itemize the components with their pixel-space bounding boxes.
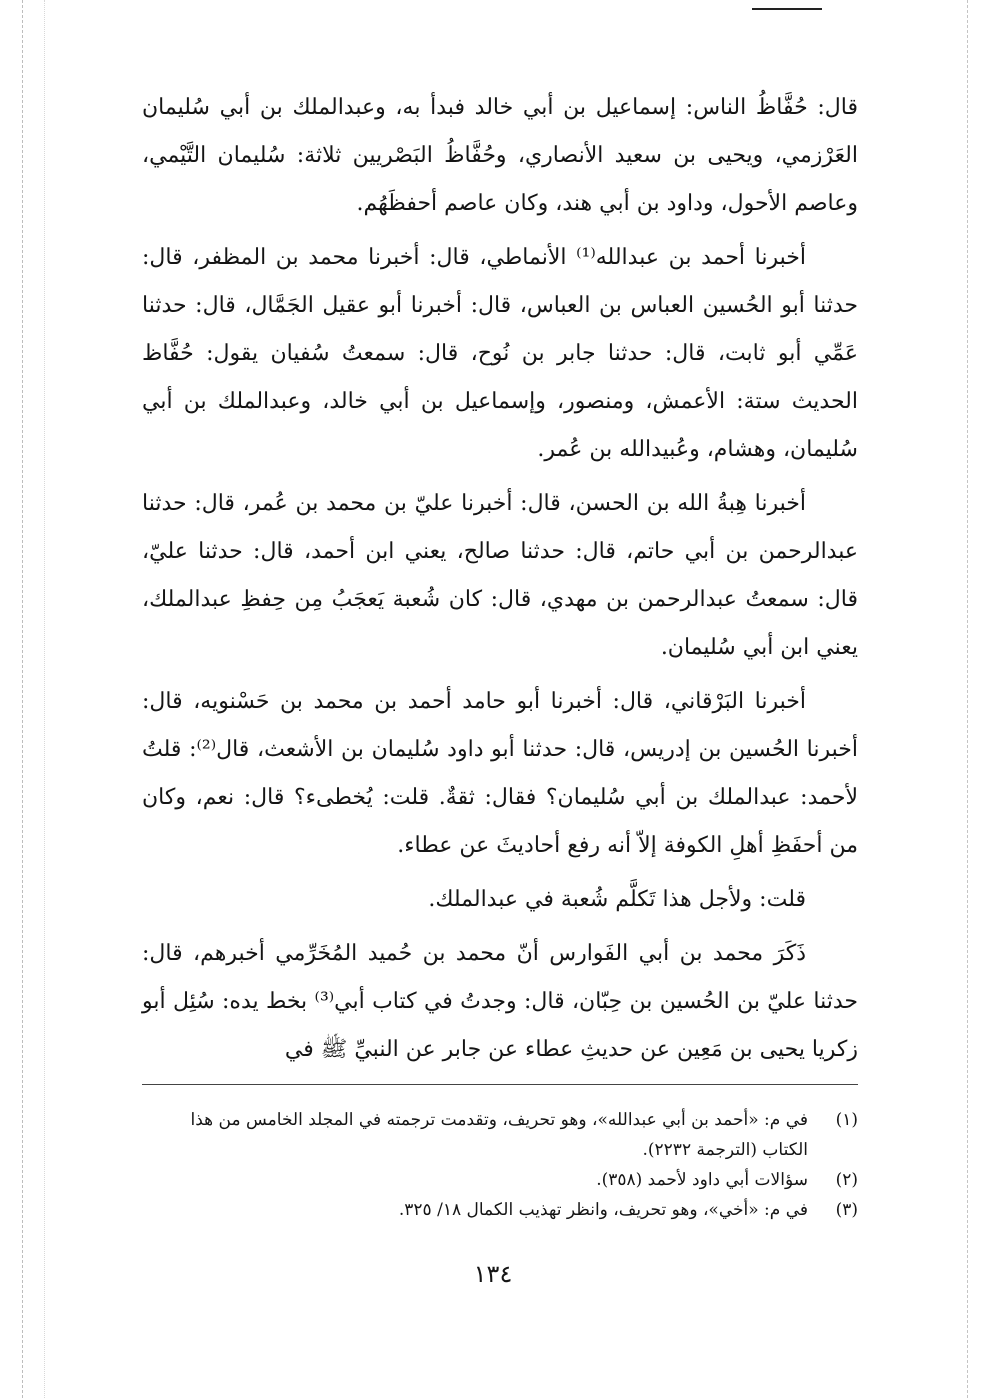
footnote-3 [142, 1195, 858, 1225]
footnote-text: سؤالات أبي داود لأحمد (٣٥٨). [596, 1170, 808, 1190]
footnote-text: في م: «أحمد بن أبي عبدالله»، وهو تحريف، وتقدمت ترجمته في المجلد الخامس من هذا الكتاب (الترجمة ٢٢٣٢). [190, 1110, 808, 1160]
scan-edge-left-inner [44, 0, 45, 1398]
footnote-2 [142, 1165, 858, 1195]
page-number: ١٣٤ [473, 1260, 513, 1288]
footnote-text: في م: «أخي»، وهو تحريف، وانظر تهذيب الكمال ١٨/ ٣٢٥. [398, 1200, 808, 1220]
scan-edge-left [22, 0, 23, 1398]
footnotes [142, 1105, 858, 1225]
footnote-number: (٣) [835, 1200, 858, 1220]
paragraph-5: قلت: ولأجل هذا تَكلَّم شُعبة في عبدالملك. [428, 887, 806, 912]
paragraph-2: أخبرنا أحمد بن عبدالله⁽¹⁾ الأنماطي، قال: أخبرنا محمد بن المظفر، قال: حدثنا أبو الحُسين العباس بن العباس، قال: أخبرنا أبو عقيل الجَمَّال، قال: حدثنا عَمِّي أبو ثابت، قال: حدثنا جابر بن نُوح، قال: سمعتُ سُفيان يقول: حُفَّاظ الحديث ستة: الأعمش، ومنصور، وإسماعيل بن أبي خالد، وعبدالملك بن أبي سُليمان، وهشام، وعُبيدالله بن عُمر. [142, 245, 858, 462]
paragraph-3: أخبرنا هِبةُ الله بن الحسن، قال: أخبرنا عليّ بن محمد بن عُمر، قال: حدثنا عبدالرحمن بن أبي حاتم، قال: حدثنا صالح، يعني ابن أحمد، قال: حدثنا عليّ، قال: سمعتُ عبدالرحمن بن مهدي، قال: كان شُعبة يَعجَبُ مِن حِفظِ عبدالملك، يعني ابن أبي سُليمان. [142, 491, 858, 660]
page-body [142, 84, 858, 1225]
scan-edge-right [967, 0, 968, 1398]
paragraph-6: ذَكَرَ محمد بن أبي الفَوارس أنّ محمد بن حُميد المُخَرِّمي أخبرهم، قال: حدثنا عليّ بن الحُسين بن حِبّان، قال: وجدتُ في كتاب أبي⁽³⁾ بخط يده: سُئِل أبو زكريا يحيى بن مَعِين عن حديثِ عطاء عن جابر عن النبيِّ ﷺ في [142, 930, 858, 1085]
paragraph-4: أخبرنا البَرْقاني، قال: أخبرنا أبو حامد أحمد بن محمد بن حَسْنويه، قال: أخبرنا الحُسين بن إدريس، قال: حدثنا أبو داود سُليمان بن الأشعث، قال⁽²⁾: قلتُ لأحمد: عبدالملك بن أبي سُليمان؟ فقال: ثقةٌ. قلت: يُخطىء؟ قال: نعم، وكان من أحفَظِ أهلِ الكوفة إلاّ أنه رفع أحاديثَ عن عطاء. [142, 689, 858, 858]
footnote-number: (١) [835, 1110, 858, 1130]
footnote-1 [142, 1105, 858, 1165]
footnote-number: (٢) [835, 1170, 858, 1190]
paragraph-1: قال: حُفَّاظُ الناس: إسماعيل بن أبي خالد فبدأ به، وعبدالملك بن أبي سُليمان العَرْزمي، ويحيى بن سعيد الأنصاري، وحُفَّاظُ البَصْريين ثلاثة: سُليمان التَّيْمي، وعاصم الأحول، وداود بن أبي هند، وكان عاصم أحفظَهُم. [142, 95, 858, 216]
top-rule [752, 8, 822, 10]
